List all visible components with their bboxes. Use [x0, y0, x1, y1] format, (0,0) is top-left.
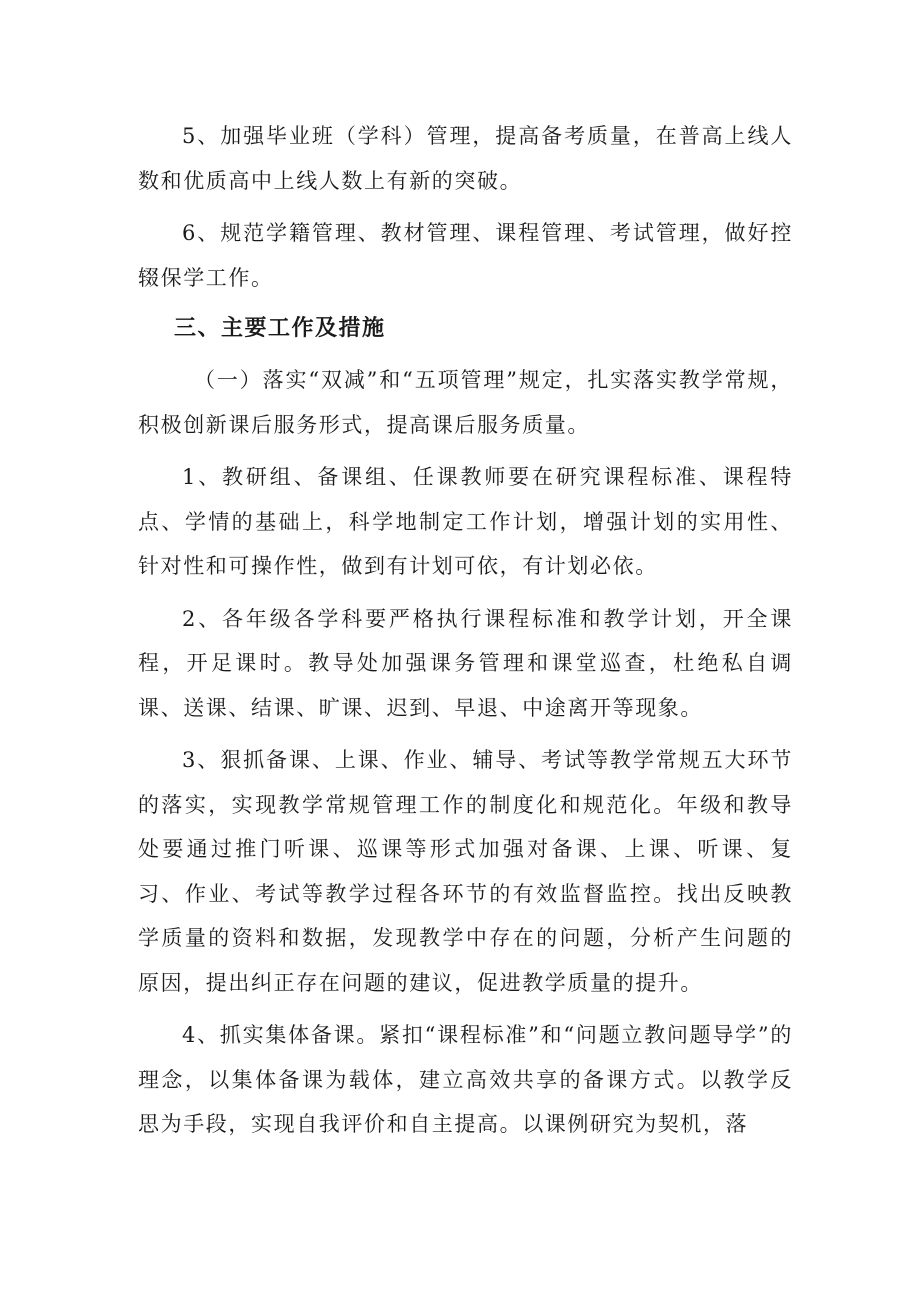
section-heading: 三、主要工作及措施	[174, 316, 386, 341]
paragraph-item-2: 2、各年级各学科要严格执行课程标准和教学计划，开全课程，开足课时。教导处加强课务管理和课堂巡查，杜绝私自调课、送课、结课、旷课、迟到、早退、中途离开等现象。	[138, 606, 793, 720]
paragraph-item-4: 4、抓实集体备课。紧扣“课程标准”和“问题立教问题导学”的理念，以集体备课为载体，建立高效共享的备课方式。以教学反思为手段，实现自我评价和自主提高。以课例研究为契机，落	[138, 1023, 793, 1136]
subsection-paragraph: （一）落实“双减”和“五项管理”规定，扎实落实教学常规，积极创新课后服务形式，提高课后服务质量。	[138, 368, 793, 437]
paragraph-item-6: 6、规范学籍管理、教材管理、课程管理、考试管理，做好控辍保学工作。	[138, 221, 793, 290]
paragraph-item-5: 5、加强毕业班（学科）管理，提高备考质量，在普高上线人数和优质高中上线人数上有新的突破。	[138, 124, 793, 193]
paragraph-item-3: 3、狠抓备课、上课、作业、辅导、考试等教学常规五大环节的落实，实现教学常规管理工作的制度化和规范化。年级和教导处要通过推门听课、巡课等形式加强对备课、上课、听课、复习、作业、考试等教学过程各环节的有效监督监控。找出反映教学质量的资料和数据，发现教学中存在的问题，分析产生问题的原因，提出纠正存在问题的建议，促进教学质量的提升。	[138, 748, 793, 995]
paragraph-item-1: 1、教研组、备课组、任课教师要在研究课程标准、课程特点、学情的基础上，科学地制定工作计划，增强计划的实用性、针对性和可操作性，做到有计划可依，有计划必依。	[138, 465, 793, 578]
document-page	[138, 114, 793, 1147]
